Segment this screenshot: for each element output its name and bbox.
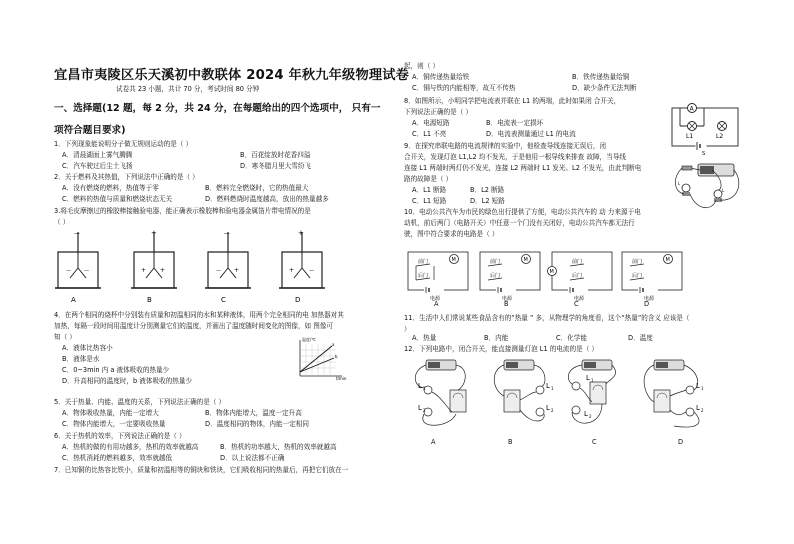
q12-l2-sub: 2 bbox=[551, 408, 554, 413]
q12-l2-label: L bbox=[546, 404, 550, 412]
q8-option-b: B．电流表一定损坏 bbox=[486, 119, 544, 127]
q12-l2-label: L bbox=[584, 410, 588, 418]
question-11-cont: ） bbox=[404, 325, 411, 333]
switch-icon bbox=[682, 166, 692, 170]
q8-l2-label: L2 bbox=[716, 133, 724, 140]
q11-option-b: B．内能 bbox=[484, 334, 509, 342]
svg-text:—: — bbox=[224, 230, 230, 237]
q10-circuit-a bbox=[408, 252, 468, 302]
bulb-icon bbox=[572, 406, 580, 414]
question-2: 2．关于燃料及其热值，下列说法中正确的是（ ） bbox=[54, 173, 199, 181]
q10-label-d: D bbox=[644, 300, 650, 308]
back-door-label: 后门 bbox=[632, 273, 643, 279]
q12-l2-label: L bbox=[696, 404, 700, 412]
q12-l1-label: L bbox=[586, 374, 590, 382]
q9-option-c: C．L1 短路 bbox=[412, 197, 447, 205]
exam-info: 试卷共 23 小题，共计 70 分，考试时间 80 分钟 bbox=[116, 85, 260, 93]
question-5: 5．关于热量、内能、温度的关系，下列说法正确的是（ ） bbox=[54, 398, 226, 406]
q6-option-c: C．热机消耗的燃料越多，效率就越低 bbox=[62, 454, 173, 462]
q10-circuit-c bbox=[548, 252, 613, 302]
q9-l1-label: L bbox=[678, 181, 681, 186]
svg-text:+: + bbox=[234, 267, 240, 274]
q8-l1-label: L1 bbox=[686, 133, 694, 140]
question-9-cont2: 连接 L1 两端时两灯仍不发光，连接 L2 两端时 L1 发光、L2 不发光，由此判断电 bbox=[404, 164, 642, 172]
q7-option-d: D．缺少条件无法判断 bbox=[572, 84, 637, 92]
q8-option-d: D．电流表测量通过 L1 的电流 bbox=[486, 130, 576, 138]
q1-option-b: B．百花绽放时花香四溢 bbox=[240, 151, 311, 159]
svg-text:+: + bbox=[289, 267, 295, 274]
svg-text:—: — bbox=[66, 268, 71, 274]
q5-option-d: D．温度相同的物体，内能一定相同 bbox=[205, 420, 309, 428]
q8-option-a: A．电源短路 bbox=[412, 119, 450, 127]
question-7-cont: 起，则（ ） bbox=[404, 62, 440, 70]
graph-y-label: 温度/℃ bbox=[302, 337, 316, 342]
q9-l2-label: L bbox=[722, 188, 725, 193]
q8-switch-label: S bbox=[702, 151, 706, 156]
section-heading: 一、选择题(12 题，每 2 分，共 24 分，在每题给出的四个选项中， 只有一 bbox=[54, 103, 381, 114]
q6-option-a: A．热机的做的有用功越多，热机的效率就越高 bbox=[62, 443, 199, 451]
q9-option-d: D．L2 短路 bbox=[470, 197, 505, 205]
svg-text:+: + bbox=[151, 229, 157, 237]
electroscope-figures bbox=[52, 228, 352, 308]
bulb-icon bbox=[714, 190, 722, 198]
front-door-label: 前门 bbox=[632, 259, 643, 265]
q12-circuits bbox=[406, 356, 726, 438]
q12-l1-sub: 1 bbox=[701, 386, 704, 391]
question-10-cont2: 驶，图中符合要求的电路是（ ） bbox=[404, 230, 499, 238]
svg-text:+: + bbox=[141, 267, 147, 274]
bulb-icon bbox=[572, 382, 580, 390]
graph-label-a: a bbox=[332, 342, 335, 347]
svg-text:—: — bbox=[74, 230, 80, 237]
q6-option-b: B．热机的功率越大，热机的效率就越高 bbox=[220, 443, 337, 451]
q12-l1-label: L bbox=[546, 382, 550, 390]
question-12: 12．下列电路中，闭合开关，能直接测量灯泡 L1 的电流的是（ ） bbox=[404, 345, 598, 353]
svg-text:+: + bbox=[298, 229, 304, 237]
q12-l2-label: L bbox=[418, 404, 422, 412]
section-heading-cont: 项符合题目要求) bbox=[54, 125, 126, 136]
q3-label-d: D bbox=[295, 296, 301, 304]
question-4-cont2: 知（ ） bbox=[54, 333, 76, 341]
q12-label-b: B bbox=[508, 438, 513, 446]
question-6: 6．关于热机的效率，下列说法正确的是（ ） bbox=[54, 432, 186, 440]
question-1: 1．下列现象能说明分子做无规则运动的是（ ） bbox=[54, 140, 193, 148]
question-11: 11．生活中人们常说某些食品含有的“热量 ” 多，从物理学的角度看，这个“热量”的含义 应该是（ bbox=[404, 314, 690, 322]
question-9-cont3: 路的故障是（ ） bbox=[404, 175, 453, 183]
q6-option-d: D．以上说法都不正确 bbox=[220, 454, 285, 462]
q9-option-a: A．L1 断路 bbox=[412, 186, 447, 194]
q1-option-d: D．寒冬腊月里大雪纷飞 bbox=[240, 162, 312, 170]
page-title: 宜昌市夷陵区乐天溪初中教联体 2024 年秋九年级物理试卷 bbox=[54, 68, 409, 83]
motor-label: M bbox=[549, 269, 554, 275]
q3-label-c: C bbox=[221, 296, 226, 304]
q12-l1-sub: 1 bbox=[423, 386, 426, 391]
question-4: 4．在两个相同的烧杯中分别装有质量和初温相同的水和某种液体，用两个完全相同的电 加热器对其 bbox=[54, 311, 344, 319]
ammeter-icon bbox=[654, 390, 670, 412]
back-door-label: 后门 bbox=[490, 273, 501, 279]
power-label: 电源 bbox=[644, 296, 655, 302]
q12-l1-sub: 1 bbox=[591, 378, 594, 383]
q7-option-c: C．铜与铁的内能相等，故互不传热 bbox=[412, 84, 516, 92]
graph-x-label: t/min bbox=[336, 376, 347, 381]
q5-option-a: A．物体吸收热量，内能一定增大 bbox=[62, 409, 159, 417]
q10-label-b: B bbox=[504, 300, 509, 308]
q2-option-b: B．燃料完全燃烧时，它的热值最大 bbox=[205, 184, 309, 192]
electroscope-b bbox=[131, 229, 177, 288]
q2-option-a: A．没有燃烧的燃料，热值等于零 bbox=[62, 184, 159, 192]
q8-circuit bbox=[666, 94, 746, 156]
question-7: 7．已知铜的比热容比铁小，质量和初温相等的铜块和铁块，它们吸收相同的热量后，再把它们放在一 bbox=[54, 466, 349, 474]
q4-option-b: B．液体是水 bbox=[62, 355, 100, 363]
ammeter-label: A bbox=[689, 105, 694, 113]
back-door-label: 后门 bbox=[418, 273, 429, 279]
q12-label-a: A bbox=[431, 438, 436, 446]
q2-option-d: D．燃料燃烧时温度越高，放出的热量越多 bbox=[205, 195, 329, 203]
q12-circuit-c bbox=[568, 360, 615, 423]
electroscope-c bbox=[205, 230, 251, 288]
electroscope-d bbox=[279, 229, 325, 288]
question-10-cont1: 动机，前后两门（电路开关）中任意一个门没有关闭好，电动公共汽车都无法行 bbox=[404, 219, 635, 227]
q12-l2-sub: 2 bbox=[589, 414, 592, 419]
q5-option-b: B．物体内能增大，温度一定升高 bbox=[205, 409, 302, 417]
ammeter-icon bbox=[450, 390, 466, 412]
q7-option-b: B．铁传递热量给铜 bbox=[572, 73, 630, 81]
q10-circuit-b bbox=[480, 252, 540, 302]
q10-label-c: C bbox=[574, 300, 579, 308]
q12-l1-label: L bbox=[696, 382, 700, 390]
front-door-label: 前门 bbox=[418, 259, 429, 265]
q10-circuits bbox=[404, 244, 684, 304]
ammeter-icon bbox=[590, 382, 606, 404]
question-9-cont1: 合开关，发现灯泡 L1,L2 均不发光，于是他用一根导线来排查 故障，当导线 bbox=[404, 153, 626, 161]
temperature-time-graph bbox=[292, 336, 352, 382]
q2-option-c: C．燃料的热值与质量和燃烧状态无关 bbox=[62, 195, 173, 203]
svg-text:+: + bbox=[160, 267, 166, 274]
q12-l1-sub: 1 bbox=[551, 386, 554, 391]
question-8: 8．如图所示，小明同学把电流表并联在 L1 的两端，此时如果闭 合开关， bbox=[404, 97, 621, 105]
q11-option-d: D．温度 bbox=[628, 334, 653, 342]
motor-label: M bbox=[451, 257, 456, 263]
q11-option-a: A．热量 bbox=[412, 334, 437, 342]
q5-option-c: C．物体内能增大，一定要吸收热量 bbox=[62, 420, 166, 428]
power-label: 电源 bbox=[574, 296, 585, 302]
q8-option-c: C．L1 不亮 bbox=[412, 130, 447, 138]
ammeter-icon bbox=[504, 390, 520, 412]
question-10: 10．电动公共汽车为市民的绿色出行提供了方便，电动公共汽车的 动 力来源于电 bbox=[404, 208, 641, 216]
q12-label-d: D bbox=[678, 438, 684, 446]
question-4-cont1: 加热，每隔一段时间用温度计分别测量它们的温度，并画出了温度随时间变化的图像，如 图像可 bbox=[54, 322, 334, 330]
bulb-icon bbox=[536, 408, 544, 416]
svg-text:—: — bbox=[309, 268, 314, 274]
bulb-icon bbox=[686, 408, 694, 416]
front-door-label: 前门 bbox=[490, 259, 501, 265]
q12-l1-label: L bbox=[418, 382, 422, 390]
q9-circuit-picture bbox=[672, 158, 744, 222]
bulb-icon bbox=[682, 184, 690, 192]
q10-circuit-d bbox=[622, 252, 682, 302]
q1-option-c: C．汽车驶过后尘土飞扬 bbox=[62, 162, 133, 170]
power-label: 电源 bbox=[430, 296, 441, 302]
motor-label: M bbox=[523, 257, 528, 263]
question-3-cont: （ ） bbox=[54, 218, 70, 226]
graph-label-b: b bbox=[335, 354, 338, 359]
question-9: 9．在探究串联电路的电流规律的实验中，他检查导线连接无误后，闭 bbox=[404, 142, 607, 150]
q3-label-b: B bbox=[147, 296, 152, 304]
q4-option-d: D．升高相同的温度时，b 液体吸收的热量少 bbox=[62, 377, 193, 385]
q12-circuit-b bbox=[494, 360, 554, 421]
q12-l2-sub: 2 bbox=[701, 408, 704, 413]
graph-line-b bbox=[300, 358, 334, 372]
svg-text:—: — bbox=[84, 268, 89, 274]
q1-option-a: A．清晨湖面上雾气腾腾 bbox=[62, 151, 133, 159]
q12-circuit-a bbox=[415, 360, 466, 425]
back-door-label: 后门 bbox=[572, 273, 583, 279]
q4-option-a: A．液体比热容小 bbox=[62, 344, 113, 352]
q12-l2-sub: 2 bbox=[423, 408, 426, 413]
motor-label: M bbox=[665, 257, 670, 263]
svg-text:—: — bbox=[216, 268, 221, 274]
bulb-icon bbox=[686, 386, 694, 394]
question-3: 3.将毛皮摩擦过的橡胶棒接触验电器，能正确表示橡胶棒和验电器金属箔片带电情况的是 bbox=[54, 207, 311, 215]
q9-option-b: B．L2 断路 bbox=[470, 186, 505, 194]
q12-label-c: C bbox=[592, 438, 597, 446]
front-door-label: 前门 bbox=[572, 259, 583, 265]
q11-option-c: C．化学能 bbox=[556, 334, 587, 342]
question-8-cont: 下列说法正确的是（ ） bbox=[404, 108, 473, 116]
electroscope-a bbox=[55, 230, 101, 288]
q4-option-c: C．0~3min 内 a 液体吸收的热量少 bbox=[62, 366, 170, 374]
q3-label-a: A bbox=[71, 296, 76, 304]
bulb-icon bbox=[536, 386, 544, 394]
q12-circuit-d bbox=[644, 360, 704, 427]
q7-option-a: A．铜传递热量给铁 bbox=[412, 73, 470, 81]
q10-label-a: A bbox=[434, 300, 439, 308]
power-label: 电源 bbox=[502, 296, 513, 302]
